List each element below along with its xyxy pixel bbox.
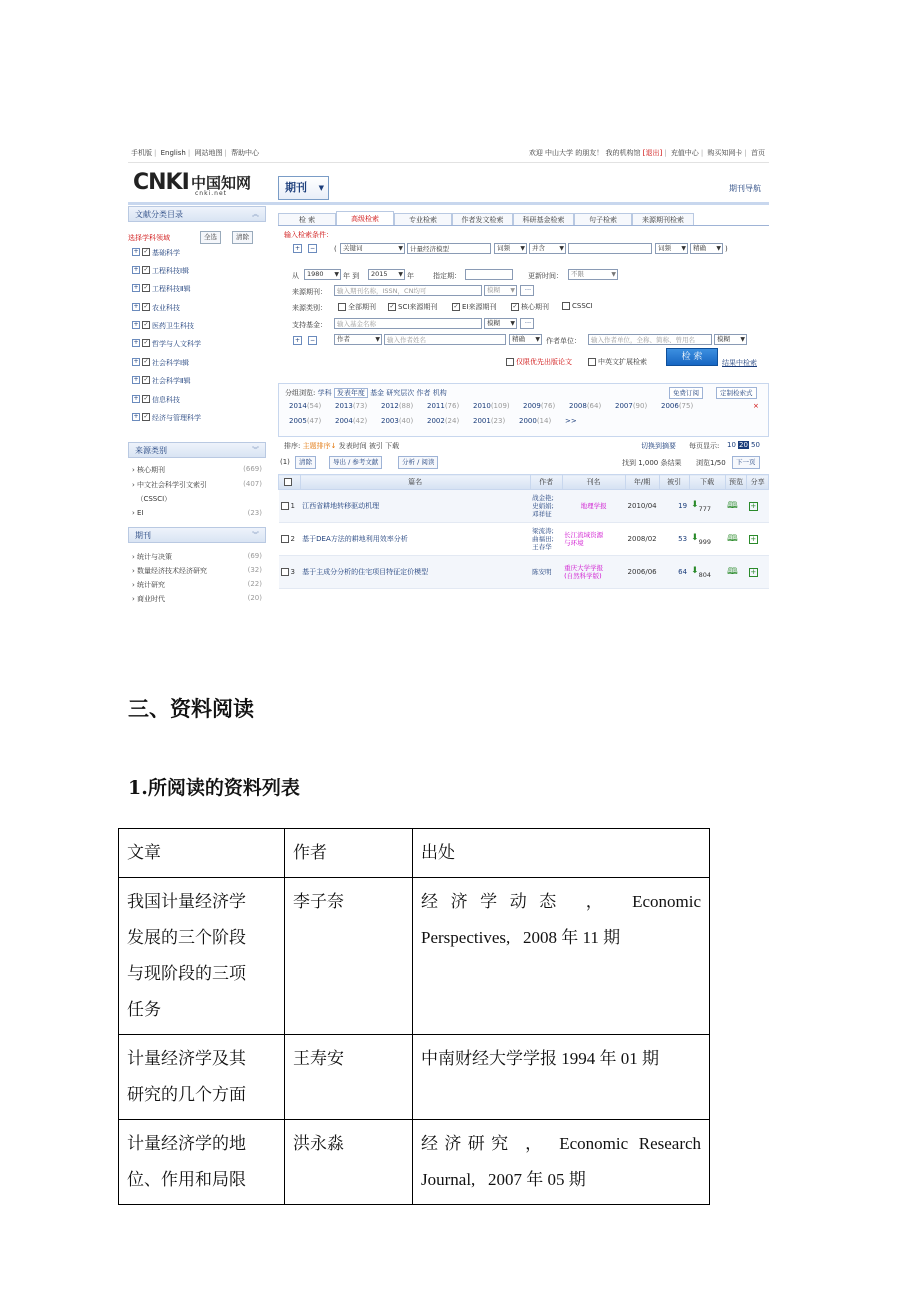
select-all-checkbox-cell[interactable]: [279, 475, 301, 490]
search-in-results-link[interactable]: 结果中检索: [722, 359, 757, 367]
source-count: (407): [243, 480, 262, 488]
year-to-label: 年 到: [343, 272, 360, 280]
checkbox-unchecked[interactable]: [506, 358, 514, 366]
article-cell: 计量经济学及其 研究的几个方面: [119, 1035, 285, 1120]
article-cell: 计量经济学的地 位、作用和局限: [119, 1120, 285, 1205]
source-fuzzy-select[interactable]: 模糊 ▼: [484, 285, 517, 296]
col-date[interactable]: 年/期: [625, 475, 659, 490]
database-dropdown-label: 期刊: [285, 181, 307, 194]
remove-row-icon[interactable]: −: [309, 337, 316, 344]
close-icon[interactable]: ×: [753, 402, 759, 410]
checkbox-checked[interactable]: ✓: [389, 303, 395, 310]
type-label: CSSCI: [572, 302, 593, 310]
year-2005[interactable]: 2005(47): [289, 417, 322, 425]
result-date: 2010/04: [625, 490, 659, 523]
header-source: 出处: [413, 829, 710, 878]
sort-bar: [284, 441, 769, 453]
table-row: [119, 1120, 710, 1205]
update-value: 不限: [571, 270, 584, 278]
source-journal-label: 来源期刊：: [292, 288, 327, 296]
category-item[interactable]: [132, 393, 266, 405]
result-journal[interactable]: 重庆大学学报: [564, 564, 604, 572]
expand-icon[interactable]: +: [133, 376, 139, 383]
sort-by-topic[interactable]: 主题排序↓: [302, 442, 337, 450]
category-label: 工程科技Ⅰ辑: [152, 267, 190, 275]
source-panel-title: 来源类别: [135, 446, 167, 455]
journal-count: (32): [247, 566, 262, 574]
logo-chinese: 中国知网: [191, 174, 252, 192]
result-author[interactable]: 梁流涛;: [532, 527, 554, 535]
source-journal-input[interactable]: 输入期刊名称，ISSN，CN均可: [334, 285, 482, 296]
year-to-select[interactable]: 2015 ▼: [368, 269, 405, 280]
result-author[interactable]: 战金艳;: [532, 494, 554, 502]
type-label: SCI来源期刊: [398, 303, 438, 311]
result-download-count: 777: [698, 504, 712, 513]
journal-count: (22): [247, 580, 262, 588]
result-author[interactable]: 史娟娟;: [532, 502, 554, 510]
unit-input[interactable]: 输入作者单位，全称、简称、曾用名: [588, 334, 712, 345]
type-ei[interactable]: [452, 302, 497, 312]
unit-fuzzy-select[interactable]: 模糊 ▼: [714, 334, 747, 345]
expand-icon[interactable]: +: [133, 248, 139, 255]
category-panel-header[interactable]: [128, 206, 266, 222]
expand-icon[interactable]: +: [133, 321, 139, 328]
checkbox-checked[interactable]: ✓: [143, 303, 149, 310]
result-author[interactable]: 陈安明: [532, 568, 552, 576]
link-buy-card[interactable]: 购买知网卡: [707, 149, 743, 157]
source-label: （CSSCI）: [136, 495, 172, 503]
year-2006[interactable]: 2006(75): [661, 402, 694, 410]
result-author[interactable]: 邓祥征: [532, 510, 552, 518]
action-bar: [278, 456, 769, 470]
frequency-select-2[interactable]: 词频 ▼: [655, 243, 688, 254]
year-2007[interactable]: 2007(90): [615, 402, 648, 410]
search-tabs: [278, 211, 769, 226]
only-first-label: 仅限优先出版论文: [516, 358, 572, 366]
collapse-icon[interactable]: ︽: [252, 210, 259, 218]
author-field-value: 作者: [337, 335, 350, 343]
link-logout[interactable]: [退出]: [642, 149, 663, 157]
specify-label: 指定期：: [433, 272, 461, 280]
year-from-value: 1980: [307, 270, 324, 278]
checkbox-checked[interactable]: ✓: [512, 303, 518, 310]
tab-fund-search[interactable]: 科研基金检索: [513, 213, 574, 225]
clear-selection-button[interactable]: 清除: [232, 231, 253, 244]
category-label: 农业科技: [152, 304, 180, 312]
link-mobile[interactable]: 手机版: [131, 149, 152, 157]
tab-source-journal-search[interactable]: 来源期刊检索: [632, 213, 694, 225]
expand-icon[interactable]: +: [133, 413, 139, 420]
chevron-down-icon: ▼: [318, 184, 324, 192]
frequency-value: 词频: [497, 244, 510, 252]
journal-panel-title: 期刊: [135, 531, 151, 540]
logic-value: 并含: [532, 244, 545, 252]
journal-count: (69): [247, 552, 262, 560]
unit-label: 作者单位：: [546, 337, 581, 345]
table-row: [119, 1035, 710, 1120]
expand-icon[interactable]: +: [133, 284, 139, 291]
group-browse: [278, 383, 769, 437]
header-divider: [128, 202, 769, 205]
category-label: 信息科技: [152, 396, 180, 404]
checkbox-checked[interactable]: ✓: [143, 339, 149, 346]
link-english[interactable]: English: [160, 149, 186, 157]
author-input[interactable]: 输入作者姓名: [384, 334, 506, 345]
article-cell: 我国计量经济学 发展的三个阶段 与现阶段的三项 任务: [119, 878, 285, 1035]
journal-item[interactable]: › 统计研究 (22): [132, 580, 262, 589]
source-label: EI: [137, 509, 144, 517]
source-item[interactable]: › EI (23): [132, 509, 262, 517]
checkbox-unchecked[interactable]: [338, 303, 346, 311]
source-count: (669): [243, 465, 262, 473]
free-subscribe-button[interactable]: 免费订阅: [669, 387, 703, 399]
results-header-row: [279, 475, 769, 490]
cn-en-extend[interactable]: [588, 357, 647, 367]
tab-advanced-search[interactable]: 高级检索: [336, 211, 394, 225]
year-2002[interactable]: 2002(24): [427, 417, 460, 425]
source-count: (23): [247, 509, 262, 517]
year-from-select[interactable]: 1980 ▼: [304, 269, 341, 280]
header-author: 作者: [285, 829, 413, 878]
checkbox-checked[interactable]: ✓: [143, 248, 149, 255]
next-page-button[interactable]: 下一页: [732, 456, 760, 469]
year-2009[interactable]: 2009(76): [523, 402, 556, 410]
only-first-publish[interactable]: [506, 357, 572, 367]
type-sci[interactable]: [388, 302, 437, 312]
category-label: 社会科学Ⅱ辑: [152, 377, 191, 385]
category-item[interactable]: [132, 264, 266, 276]
group-author[interactable]: 作者: [416, 389, 431, 397]
source-type-label: 来源类别：: [292, 304, 327, 312]
fuzzy-value: 模糊: [717, 335, 730, 343]
switch-abstract-link[interactable]: 切换到摘要: [641, 442, 676, 450]
page-size-50[interactable]: 50: [751, 441, 760, 449]
journal-label: 统计研究: [137, 581, 166, 589]
journal-item[interactable]: › 统计与决策 (69): [132, 552, 262, 561]
journal-count: (20): [247, 594, 262, 602]
book-icon[interactable]: 🕮: [727, 534, 738, 544]
database-dropdown[interactable]: [278, 176, 329, 200]
checkbox-checked[interactable]: ✓: [143, 413, 149, 420]
left-sidebar: [128, 206, 266, 604]
row-number: 1: [290, 502, 295, 510]
year-end-label: 年: [407, 272, 414, 280]
source-cell: 经济研究 ， Economic Research Journal, 2007 年 05 期: [413, 1120, 710, 1205]
select-all-button[interactable]: 全选: [200, 231, 221, 244]
reading-list-table: [118, 828, 710, 1205]
row-number: 3: [290, 568, 295, 576]
page-indicator: 浏览1/50: [696, 459, 726, 467]
journal-item[interactable]: › 数量经济技术经济研究 (32): [132, 566, 262, 575]
expand-icon[interactable]: +: [133, 266, 139, 273]
precision-value: 精确: [693, 244, 706, 252]
table-row: [279, 490, 769, 523]
checkbox-checked[interactable]: ✓: [143, 284, 149, 291]
journal-nav-link[interactable]: 期刊导航: [729, 184, 761, 193]
result-title[interactable]: 基于DEA方法的耕地利用效率分析: [300, 523, 530, 556]
checkbox-unchecked[interactable]: [281, 568, 289, 576]
year-2004[interactable]: 2004(42): [335, 417, 368, 425]
type-cssci[interactable]: [562, 302, 593, 310]
checkbox-checked[interactable]: ✓: [143, 358, 149, 365]
checkbox-checked[interactable]: ✓: [143, 321, 149, 328]
result-title[interactable]: 江西省耕地转移驱动机理: [300, 490, 530, 523]
journal-label: 数量经济技术经济研究: [137, 567, 208, 575]
sort-label: 排序:: [284, 442, 301, 450]
expand-icon[interactable]: +: [133, 303, 139, 310]
main-panel: [278, 208, 769, 604]
fuzzy-value: 模糊: [487, 286, 500, 294]
sort-by-cite[interactable]: 被引: [368, 442, 383, 450]
result-cite-count[interactable]: 64: [659, 556, 689, 589]
category-label: 工程科技Ⅱ辑: [152, 285, 191, 293]
expand-icon[interactable]: +: [133, 358, 139, 365]
category-item[interactable]: [132, 246, 266, 258]
row-number: 2: [290, 535, 295, 543]
col-share: 分享: [747, 475, 769, 490]
type-core[interactable]: [511, 302, 549, 312]
group-label: 分组浏览:: [285, 389, 316, 397]
sort-by-time[interactable]: 发表时间: [338, 442, 367, 450]
link-my-library[interactable]: 我的机构馆: [605, 149, 641, 157]
result-journal[interactable]: (自然科学版): [564, 572, 602, 580]
category-item[interactable]: [132, 411, 266, 423]
precision-select[interactable]: 精确 ▼: [690, 243, 723, 254]
sort-by-download[interactable]: 下载: [385, 442, 400, 450]
year-2008[interactable]: 2008(64): [569, 402, 602, 410]
condition-label: 输入检索条件：: [284, 231, 333, 239]
logo-domain: cnki.net: [195, 190, 227, 197]
type-label: EI来源期刊: [462, 303, 497, 311]
share-icon[interactable]: +: [750, 534, 757, 543]
category-panel-title: 文献分类目录: [135, 210, 183, 219]
result-date: 2008/02: [625, 523, 659, 556]
checkbox-unchecked[interactable]: [284, 478, 292, 486]
checkbox-unchecked[interactable]: [281, 502, 289, 510]
checkbox-unchecked[interactable]: [562, 302, 570, 310]
type-all[interactable]: [338, 302, 376, 312]
collapse-icon[interactable]: ︾: [252, 531, 259, 539]
journal-label: 商业时代: [137, 595, 166, 603]
select-field-label: 选择学科领域: [128, 234, 170, 242]
results-table: [278, 474, 769, 589]
selected-count: (1): [280, 458, 290, 466]
author-field-select[interactable]: 作者 ▼: [334, 334, 382, 345]
link-recharge[interactable]: 充值中心: [670, 149, 699, 157]
keyword-input[interactable]: 计量经济模型: [407, 243, 491, 254]
tab-author-search[interactable]: 作者发文检索: [452, 213, 513, 225]
author-cell: 洪永淼: [285, 1120, 413, 1205]
checkbox-unchecked[interactable]: [281, 535, 289, 543]
result-download-count: 804: [698, 570, 712, 579]
per-page-label: 每页显示:: [689, 442, 720, 450]
source-cell: 中南财经大学学报 1994 年 01 期: [413, 1035, 710, 1120]
cnki-screenshot: [128, 142, 769, 604]
col-title[interactable]: 篇名: [300, 475, 530, 490]
group-fund[interactable]: 基金: [370, 389, 385, 397]
year-2012[interactable]: 2012(88): [381, 402, 414, 410]
result-journal[interactable]: 长江流域资源: [564, 531, 604, 539]
table-row: [279, 556, 769, 589]
logo-latin: CNKI: [133, 170, 189, 195]
tab-sentence-search[interactable]: 句子检索: [574, 213, 632, 225]
source-panel-header[interactable]: [128, 442, 266, 458]
fund-fuzzy-select[interactable]: 模糊 ▼: [484, 318, 517, 329]
group-level[interactable]: 研究层次: [386, 389, 415, 397]
category-item[interactable]: [132, 301, 266, 313]
checkbox-checked[interactable]: ✓: [143, 266, 149, 273]
update-select[interactable]: 不限 ▼: [568, 269, 618, 280]
source-cell: 经济学动态 ， Economic Perspectives, 2008 年 11 期: [413, 878, 710, 1035]
group-org[interactable]: 机构: [432, 389, 447, 397]
share-icon[interactable]: +: [750, 501, 757, 510]
expand-icon[interactable]: +: [133, 395, 139, 402]
cn-en-label: 中英文扩展检索: [598, 358, 647, 366]
search-conditions: 输入检索条件： + − ( 关键词 ▼ 计量经济模型 词频 ▼ 并含 ▼ 词频 ▼ 精确 ▼ ) 从 1980 ▼ 年 到 2015 ▼ 年 指定期： 更新时间： 不限 ▼ 来源期刊： 输入期刊名称，ISSN，CN均可 模糊 ▼ ··· 来源类别： 全部期刊 ✓ SCI来源期刊 ✓ EI来源期刊 ✓ 核心期刊 CSSCI 支持基金： 输入基金名称 模糊 ▼ ··· + − 作者 ▼ 输入作者姓名 精确 ▼ 作者单位： 输入作者单位，全称、简称、曾用名 模糊 ▼ 仅限优先出版论文 中英文扩展检索: [278, 227, 769, 382]
source-label: 核心期刊: [137, 466, 166, 474]
year-2000[interactable]: 2000(14): [519, 417, 552, 425]
source-item-cont: [132, 494, 262, 506]
journal-item[interactable]: › 商业时代 (20): [132, 594, 262, 603]
cnki-top-bar: 手机版 | English | 网站地图 | 帮助中心 欢迎 中山大学 的朋友！ 我的机构馆 [退出] | 充值中心 | 购买知网卡 | 首页: [128, 142, 769, 163]
tab-professional-search[interactable]: 专业检索: [394, 213, 452, 225]
category-item[interactable]: [132, 319, 266, 331]
category-label: 医药卫生科技: [152, 322, 194, 330]
result-journal[interactable]: 地理学报: [580, 502, 607, 510]
specify-input[interactable]: [465, 269, 513, 280]
page-size-10[interactable]: 10: [727, 441, 736, 449]
logic-select[interactable]: 并含 ▼: [529, 243, 566, 254]
expand-icon[interactable]: +: [133, 339, 139, 346]
year-2010[interactable]: 2010(109): [473, 402, 510, 410]
author-cell: 王寿安: [285, 1035, 413, 1120]
col-preview: 预览: [725, 475, 747, 490]
export-button[interactable]: 导出 / 参考文献: [329, 456, 382, 469]
header-article: 文章: [119, 829, 285, 878]
result-author[interactable]: 曲福田;: [532, 535, 554, 543]
download-icon[interactable]: ⬇: [691, 532, 699, 543]
year-2013[interactable]: 2013(73): [335, 402, 368, 410]
table-row: [119, 878, 710, 1035]
col-download[interactable]: 下载: [689, 475, 725, 490]
year-2001[interactable]: 2001(23): [473, 417, 506, 425]
update-label: 更新时间：: [528, 272, 563, 280]
type-label: 核心期刊: [521, 303, 549, 311]
field-select-value: 关键词: [343, 244, 363, 252]
col-journal[interactable]: 刊名: [562, 475, 625, 490]
clear-button[interactable]: 清除: [295, 456, 316, 469]
from-label: 从: [292, 272, 299, 280]
source-item[interactable]: › 中文社会科学引文索引 (407): [132, 480, 262, 489]
category-item[interactable]: [132, 374, 266, 386]
result-author[interactable]: 王春华: [532, 543, 552, 551]
welcome-text: 欢迎 中山大学 的朋友！: [528, 149, 604, 157]
source-label: 中文社会科学引文索引: [137, 481, 208, 489]
category-item[interactable]: [132, 356, 266, 368]
journal-label: 统计与决策: [137, 553, 173, 561]
year-2003[interactable]: 2003(40): [381, 417, 414, 425]
source-item[interactable]: › 核心期刊 (669): [132, 465, 262, 474]
fund-input[interactable]: 输入基金名称: [334, 318, 482, 329]
author-cell: 李子奈: [285, 878, 413, 1035]
download-icon[interactable]: ⬇: [691, 499, 699, 510]
result-journal[interactable]: 与环境: [564, 539, 584, 547]
result-download-count: 999: [698, 537, 712, 546]
more-options-icon[interactable]: ···: [520, 318, 534, 329]
link-home[interactable]: 首页: [751, 149, 765, 157]
checkbox-checked[interactable]: ✓: [143, 395, 149, 402]
category-label: 哲学与人文科学: [152, 340, 201, 348]
col-author[interactable]: 作者: [530, 475, 562, 490]
fuzzy-value: 模糊: [487, 319, 500, 327]
cnki-logo[interactable]: [131, 168, 261, 200]
analyze-button[interactable]: 分析 / 阅读: [398, 456, 438, 469]
result-title[interactable]: 基于主成分分析的住宅项目特征定价模型: [300, 556, 530, 589]
journal-panel-header[interactable]: [128, 527, 266, 543]
year-2011[interactable]: 2011(76): [427, 402, 460, 410]
share-icon[interactable]: +: [750, 567, 757, 576]
result-count: 找到 1,000 条结果: [622, 459, 682, 467]
type-label: 全部期刊: [348, 303, 376, 311]
author-precision-select[interactable]: 精确 ▼: [509, 334, 542, 345]
download-icon[interactable]: ⬇: [691, 565, 699, 576]
category-label: 社会科学Ⅰ辑: [152, 359, 190, 367]
add-row-icon[interactable]: +: [294, 245, 301, 252]
section-heading: 三、资料阅读: [128, 696, 254, 721]
search-button[interactable]: 检 索: [666, 348, 718, 366]
checkbox-unchecked[interactable]: [588, 358, 596, 366]
frequency-value: 词频: [658, 244, 671, 252]
result-date: 2006/06: [625, 556, 659, 589]
year-to-value: 2015: [371, 270, 388, 278]
group-subject[interactable]: 学科: [317, 389, 332, 397]
collapse-icon[interactable]: ︾: [252, 446, 259, 454]
more-options-icon[interactable]: ···: [520, 285, 534, 296]
col-cite[interactable]: 被引: [659, 475, 689, 490]
field-select[interactable]: 关键词 ▼: [340, 243, 405, 254]
page-size-20[interactable]: 20: [739, 441, 748, 449]
custom-query-button[interactable]: 定制检索式: [716, 387, 757, 399]
precision-value: 精确: [512, 335, 525, 343]
checkbox-checked[interactable]: ✓: [453, 303, 459, 310]
category-label: 基础科学: [152, 249, 180, 257]
more-years-link[interactable]: >>: [565, 417, 577, 425]
category-item[interactable]: [132, 337, 266, 349]
fund-label: 支持基金：: [292, 321, 327, 329]
category-label: 经济与管理科学: [152, 414, 201, 422]
result-cite-count[interactable]: 19: [659, 490, 689, 523]
result-cite-count[interactable]: 53: [659, 523, 689, 556]
table-row: [279, 523, 769, 556]
remove-row-icon[interactable]: −: [309, 245, 316, 252]
link-sitemap[interactable]: 网站地图: [194, 149, 223, 157]
category-item[interactable]: [132, 282, 266, 294]
tab-basic-search[interactable]: 检 索: [278, 213, 336, 225]
frequency-select[interactable]: 词频 ▼: [494, 243, 527, 254]
group-year[interactable]: 发表年度: [334, 388, 368, 398]
table-header-row: [119, 829, 710, 878]
second-keyword-input[interactable]: [568, 243, 652, 254]
book-icon[interactable]: 🕮: [727, 567, 738, 577]
subsection-heading: 1.所阅读的资料列表: [128, 777, 300, 799]
checkbox-checked[interactable]: ✓: [143, 376, 149, 383]
year-2014[interactable]: 2014(54): [289, 402, 322, 410]
add-row-icon[interactable]: +: [294, 337, 301, 344]
book-icon[interactable]: 🕮: [727, 501, 738, 511]
link-help[interactable]: 帮助中心: [231, 149, 260, 157]
